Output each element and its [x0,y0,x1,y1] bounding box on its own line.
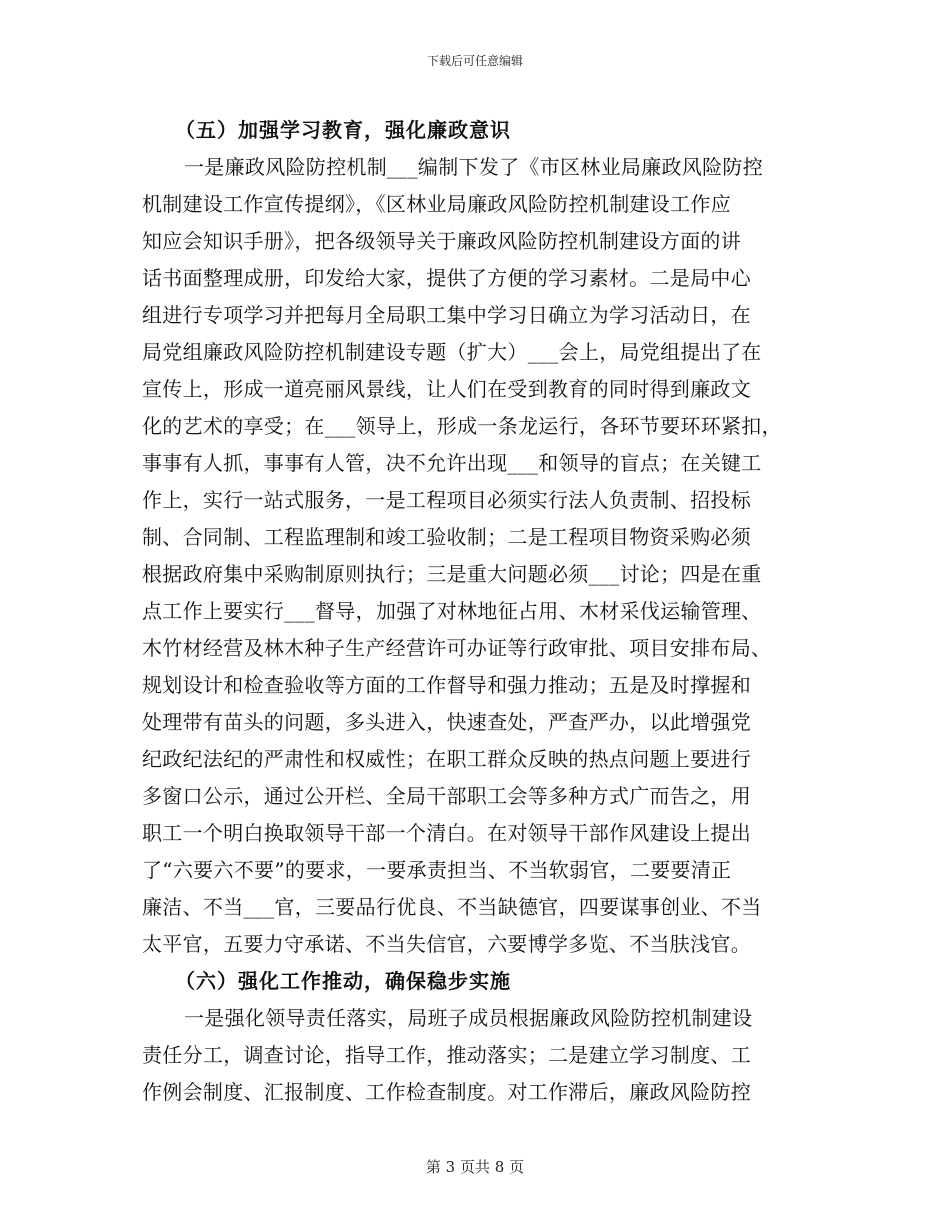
paragraph-line: 了“六要六不要”的要求，一要承责担当、不当软弱官，二要要清正 [142,858,732,882]
paragraph-line: 局党组廉政风险防控机制建设专题（扩大）___会上，局党组提出了在 [142,340,762,364]
paragraph-line: 根据政府集中采购制原则执行；三是重大问题必须___讨论；四是在重 [142,562,762,586]
paragraph-line: 多窗口公示，通过公开栏、全局干部职工会等多种方式广而告之，用 [142,784,751,808]
paragraph-line: 木竹材经营及林木种子生产经营许可办证等行政审批、项目安排布局、 [142,636,772,660]
paragraph-line: 廉洁、不当___官，三要品行优良、不当缺德官，四要谋事创业、不当 [142,895,762,919]
paragraph-line: 组进行专项学习并把每月全局职工集中学习日确立为学习活动日，在 [142,303,751,327]
paragraph-line: 事事有人抓，事事有人管，决不允许出现___和领导的盲点；在关键工 [142,451,762,475]
paragraph-line: 职工一个明白换取领导干部一个清白。在对领导干部作风建设上提出 [142,821,751,845]
paragraph-line: 作例会制度、汇报制度、工作检查制度。对工作滞后，廉政风险防控 [142,1080,751,1104]
paragraph-line: 话书面整理成册，印发给大家，提供了方便的学习素材。二是局中心 [142,266,751,290]
paragraph-line: 处理带有苗头的问题，多头进入，快速查处，严查严办，以此增强党 [142,710,751,734]
paragraph-line: 责任分工，调查讨论，指导工作，推动落实；二是建立学习制度、工 [142,1043,751,1067]
paragraph-line: 知应会知识手册》，把各级领导关于廉政风险防控机制建设方面的讲 [142,229,741,253]
page-header: 下载后可任意编辑 [426,54,523,68]
paragraph-line: 机制建设工作宣传提纲》，《区林业局廉政风险防控机制建设工作应 [142,192,731,216]
paragraph-line: 一是强化领导责任落实，局班子成员根据廉政风险防控机制建设 [184,1006,753,1030]
paragraph-line: 规划设计和检查验收等方面的工作督导和强力推动；五是及时撑握和 [142,673,751,697]
paragraph-line: 纪政纪法纪的严肃性和权威性；在职工群众反映的热点问题上要进行 [142,747,751,771]
paragraph-line: 太平官，五要力守承诺、不当失信官，六要博学多览、不当肤浅官。 [142,932,751,956]
paragraph-line: 制、合同制、工程监理制和竣工验收制；二是工程项目物资采购必须 [142,525,751,549]
section-heading: （六）强化工作推动，确保稳步实施 [175,969,511,993]
paragraph-line: 宣传上，形成一道亮丽风景线，让人们在受到教育的同时得到廉政文 [142,377,751,401]
paragraph-line: 化的艺术的享受；在___领导上，形成一条龙运行，各环节要环环紧扣， [142,414,782,438]
paragraph-line: 作上，实行一站式服务，一是工程项目必须实行法人负责制、招投标 [142,488,751,512]
page-number: 第 3 页共 8 页 [425,1158,525,1176]
paragraph-line: 一是廉政风险防控机制___编制下发了《市区林业局廉政风险防控 [184,155,763,179]
section-heading: （五）加强学习教育，强化廉政意识 [175,118,511,142]
paragraph-line: 点工作上要实行___督导，加强了对林地征占用、木材采伐运输管理、 [142,599,762,623]
document-body [142,112,814,1111]
